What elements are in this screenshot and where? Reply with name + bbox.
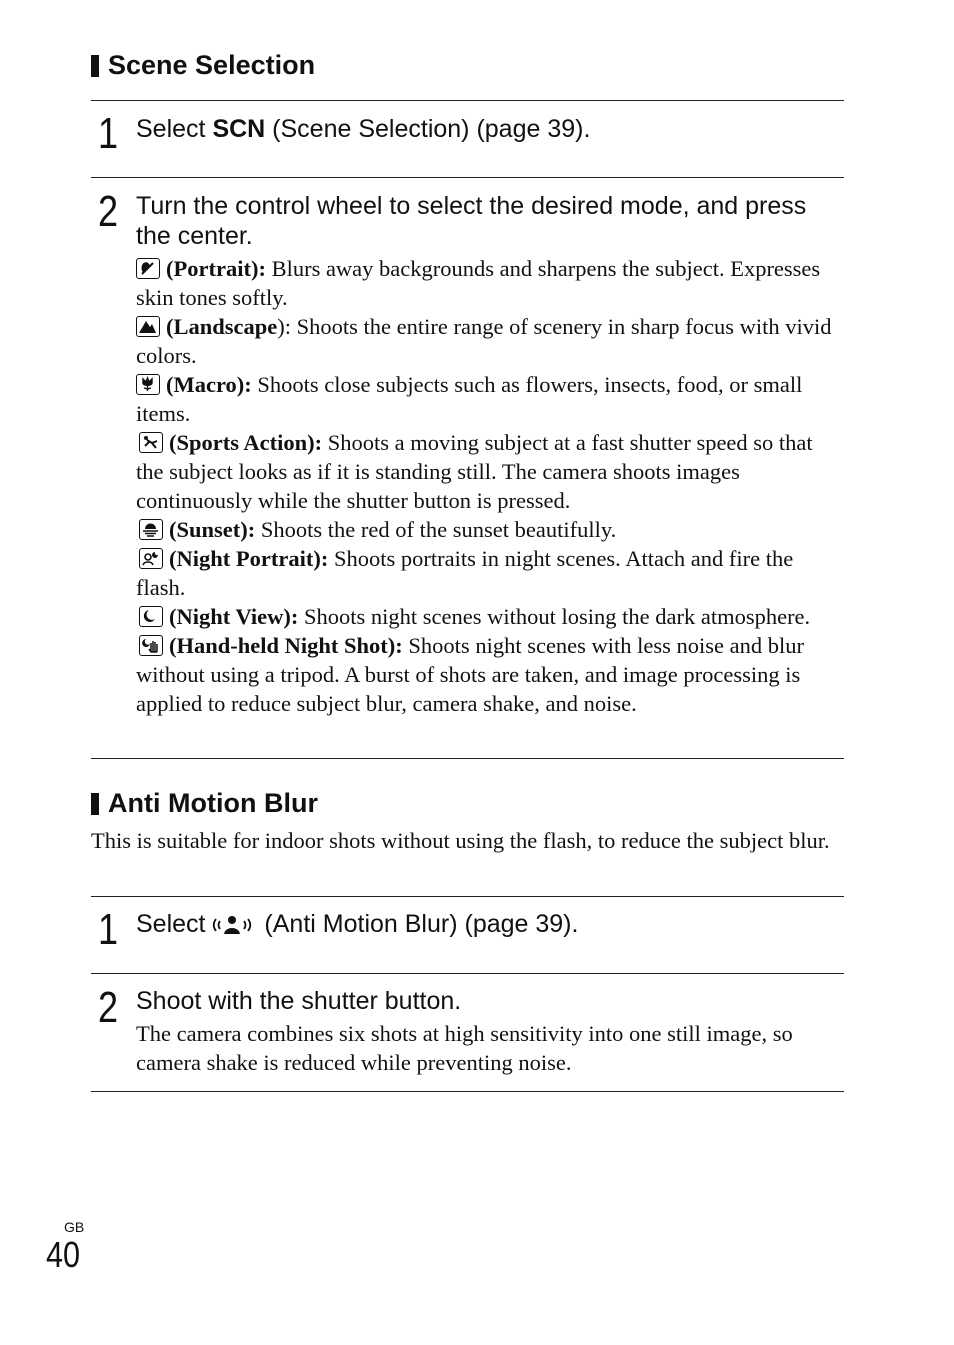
step-text: Select xyxy=(136,115,213,143)
step-body: The camera combines six shots at high sensitivity into one still image, so camera shake is reduced while preventing noise. xyxy=(136,1021,793,1075)
section-title-text: Anti Motion Blur xyxy=(108,788,318,818)
step-heading: Shoot with the shutter button. xyxy=(136,987,462,1015)
region-code: GB xyxy=(64,1219,85,1235)
mode-sports-action: (Sports Action): Shoots a moving subject at a fast shutter speed so that the subject looks as if it is standing still. The camera shoots images continuously while the shutter button is pressed. xyxy=(136,430,813,513)
step-text: (Scene Selection) (page 39). xyxy=(265,115,591,143)
step-number: 1 xyxy=(98,905,119,954)
mode-hand-held-night-shot: (Hand-held Night Shot): Shoots night scenes with less noise and blur without using a tripod. A burst of shots are taken, and image processing is applied to reduce subject blur, camera shake, and noise. xyxy=(136,633,805,716)
scene-mode-list xyxy=(136,254,844,718)
step-number: 2 xyxy=(98,187,119,236)
step-number: 2 xyxy=(98,983,119,1032)
mode-night-portrait: (Night Portrait): Shoots portraits in night scenes. Attach and fire the flash. xyxy=(136,546,794,600)
night-view-icon xyxy=(139,606,163,627)
mode-sunset: (Sunset): Shoots the red of the sunset beautifully. xyxy=(136,515,844,544)
divider xyxy=(91,758,844,759)
hand-held-night-shot-icon xyxy=(139,635,163,656)
sports-action-icon xyxy=(139,432,163,453)
divider xyxy=(91,1091,844,1092)
section-marker xyxy=(91,793,99,815)
section-intro: This is suitable for indoor shots without using the flash, to reduce the subject blur. xyxy=(91,828,830,853)
section-title-text: Scene Selection xyxy=(108,50,316,80)
page-number: 40 xyxy=(46,1234,81,1275)
divider xyxy=(91,177,844,178)
step-text: Select xyxy=(136,910,206,938)
divider xyxy=(91,896,844,897)
section-title-scene-selection xyxy=(91,52,315,79)
section-marker xyxy=(91,55,99,77)
step-heading xyxy=(136,114,836,144)
step-heading xyxy=(136,909,836,939)
step-number: 1 xyxy=(98,109,119,158)
scn-label: SCN xyxy=(212,115,266,143)
step-heading: Turn the control wheel to select the desired mode, and press the center. xyxy=(136,192,807,250)
mode-macro: (Macro): Shoots close subjects such as flowers, insects, food, or small items. xyxy=(136,372,803,426)
night-portrait-icon xyxy=(139,548,163,569)
divider xyxy=(91,100,844,101)
mode-portrait: (Portrait): Blurs away backgrounds and sharpens the subject. Expresses skin tones softly. xyxy=(136,256,821,310)
step-text: (Anti Motion Blur) (page 39). xyxy=(257,910,579,938)
mode-landscape: (Landscape): Shoots the entire range of scenery in sharp focus with vivid colors. xyxy=(136,314,832,368)
macro-icon xyxy=(136,374,160,395)
divider xyxy=(91,973,844,974)
anti-motion-blur-icon xyxy=(211,912,253,936)
landscape-icon xyxy=(136,316,160,337)
mode-night-view: (Night View): Shoots night scenes without losing the dark atmosphere. xyxy=(136,602,844,631)
portrait-icon xyxy=(136,258,160,279)
sunset-icon xyxy=(139,519,163,540)
section-title-anti-motion-blur xyxy=(91,790,318,817)
